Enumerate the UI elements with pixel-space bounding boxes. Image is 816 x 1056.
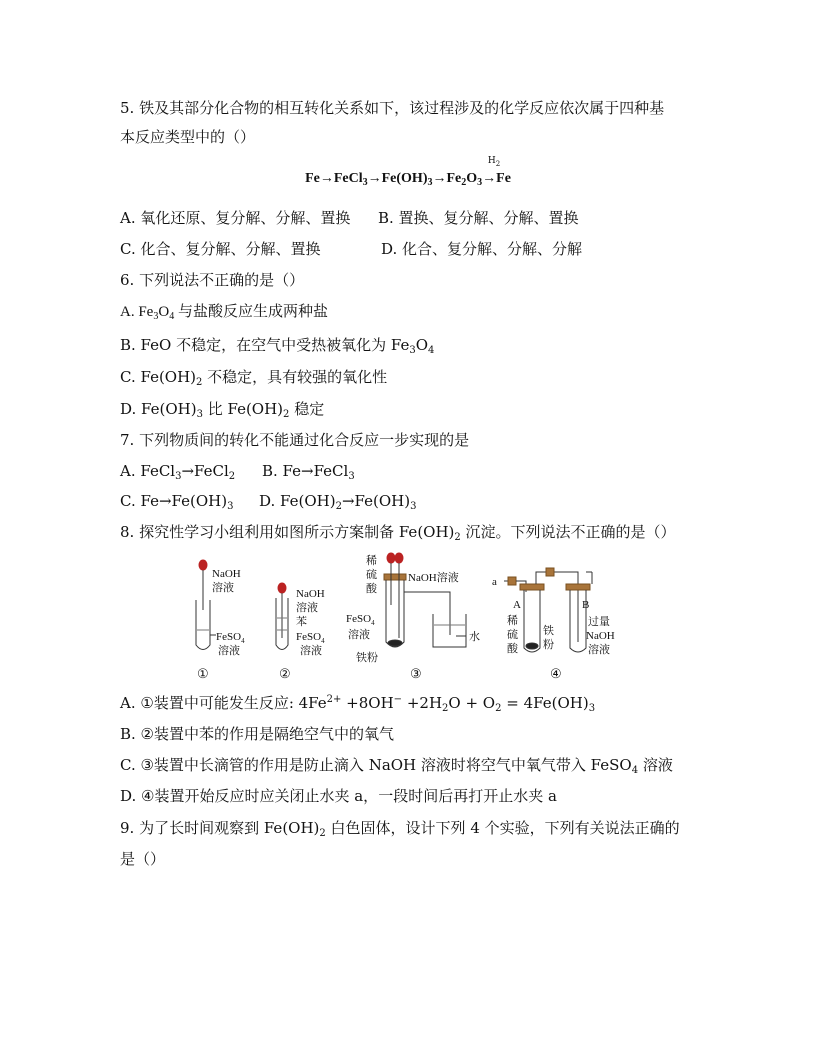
q8-option-a: A. ①装置中可能发生反应: $4Fe^{2+} +8OH^- +2H_2O + O_2 = 4Fe(OH)_3$ xyxy=(120,694,596,714)
fig4-label-A: A xyxy=(513,599,521,611)
fig4-label-solution: 溶液 xyxy=(588,644,610,656)
fig4-label-suan: 酸 xyxy=(507,643,518,655)
fig3-label-solution: 溶液 xyxy=(348,629,370,641)
fig1-label-solution: 溶液 xyxy=(212,582,234,594)
q6-option-b: B. FeO 不稳定，在空气中受热被氧化为 $Fe_3O_4$ xyxy=(120,336,435,356)
q8-option-b: B. ②装置中苯的作用是隔绝空气中的氧气 xyxy=(120,725,395,743)
fig4-label-liu: 硫 xyxy=(507,629,518,641)
fig1-number: ① xyxy=(197,666,209,681)
fig3-label-iron-powder: 铁粉 xyxy=(356,652,378,664)
fig4-label-B: B xyxy=(582,599,590,611)
fig2-label-benzene: 苯 xyxy=(296,616,307,628)
fig2-label-feso4: FeSO$_4$ xyxy=(296,631,325,645)
fig2-label-naoh: NaOH xyxy=(296,588,325,600)
q7-option-c: C. $Fe\to Fe(OH)_3$ xyxy=(120,492,234,512)
fig3-number: ③ xyxy=(410,666,422,681)
fig2-number: ② xyxy=(279,666,291,681)
q5-stem-line1: 5. 铁及其部分化合物的相互转化关系如下，该过程涉及的化学反应依次属于四种基 xyxy=(120,99,665,117)
fig4-label-fen: 粉 xyxy=(543,639,554,651)
q6-option-d: D. $Fe(OH)_3$ 比 $Fe(OH)_2$ 稳定 xyxy=(120,400,325,420)
q8-option-d: D. ④装置开始反应时应关闭止水夹 a，一段时间后再打开止水夹 a xyxy=(120,787,557,805)
q9-stem-line2: 是（） xyxy=(120,850,166,868)
fig4-label-tie: 铁 xyxy=(543,625,554,637)
q5-chain-condition: $H_2$ xyxy=(487,156,501,168)
q8-apparatus-figure xyxy=(0,550,816,685)
apparatus-3 xyxy=(384,553,466,647)
q6-option-a: A. $Fe_3O_4$ 与盐酸反应生成两种盐 xyxy=(120,304,328,322)
fig4-number: ④ xyxy=(550,666,562,681)
fig3-label-suan: 酸 xyxy=(366,583,377,595)
apparatus-2 xyxy=(276,583,288,650)
q8-stem: 8. 探究性学习小组利用如图所示方案制备 $Fe(OH)_2$ 沉淀。下列说法不正确的是（） xyxy=(120,523,676,543)
fig4-label-excess: 过量 xyxy=(588,616,610,628)
q6-stem: 6. 下列说法不正确的是（） xyxy=(120,271,305,289)
fig4-label-naoh: NaOH xyxy=(586,630,615,642)
fig1-label-naoh: NaOH xyxy=(212,568,241,580)
fig3-label-naoh: NaOH溶液 xyxy=(408,572,459,584)
q5-reaction-chain: $Fe\to FeCl_3\to Fe(OH)_3\to Fe_2O_3\to Fe$ xyxy=(305,171,511,188)
q7-option-d: D. $Fe(OH)_2\to Fe(OH)_3$ xyxy=(259,492,417,512)
q8-option-c: C. ③装置中长滴管的作用是防止滴入 NaOH 溶液时将空气中氧气带入 FeSO$_4$ 溶液 xyxy=(120,756,673,776)
fig2-label-solution2: 溶液 xyxy=(300,645,322,657)
q5-option-b: B. 置换、复分解、分解、置换 xyxy=(378,209,579,227)
fig4-label-clamp-a: a xyxy=(492,576,497,588)
fig1-label-feso4: FeSO$_4$ xyxy=(216,631,245,645)
q7-stem: 7. 下列物质间的转化不能通过化合反应一步实现的是 xyxy=(120,431,470,449)
q7-option-a: A. FeCl$_3$→FeCl$_2$ xyxy=(120,462,236,482)
fig4-label-xi: 稀 xyxy=(507,615,518,627)
fig2-label-solution: 溶液 xyxy=(296,602,318,614)
q9-stem-line1: 9. 为了长时间观察到 $Fe(OH)_2$ 白色固体，设计下列 4 个实验，下列有关说法正确的 xyxy=(120,819,680,839)
fig3-label-feso4: FeSO$_4$ xyxy=(346,613,375,627)
q6-option-c: C. $Fe(OH)_2$ 不稳定，具有较强的氧化性 xyxy=(120,368,388,388)
fig3-label-water: 水 xyxy=(469,631,480,643)
q5-option-a: A. 氧化还原、复分解、分解、置换 xyxy=(120,209,351,227)
q7-option-b: B. Fe→FeCl$_3$ xyxy=(262,462,355,482)
fig3-label-liu: 硫 xyxy=(366,569,377,581)
fig3-label-xi: 稀 xyxy=(366,555,377,567)
fig1-label-solution2: 溶液 xyxy=(218,645,240,657)
q5-option-c: C. 化合、复分解、分解、置换 xyxy=(120,240,321,258)
q5-stem-line2: 本反应类型中的（） xyxy=(120,128,256,146)
q5-option-d: D. 化合、复分解、分解、分解 xyxy=(381,240,583,258)
